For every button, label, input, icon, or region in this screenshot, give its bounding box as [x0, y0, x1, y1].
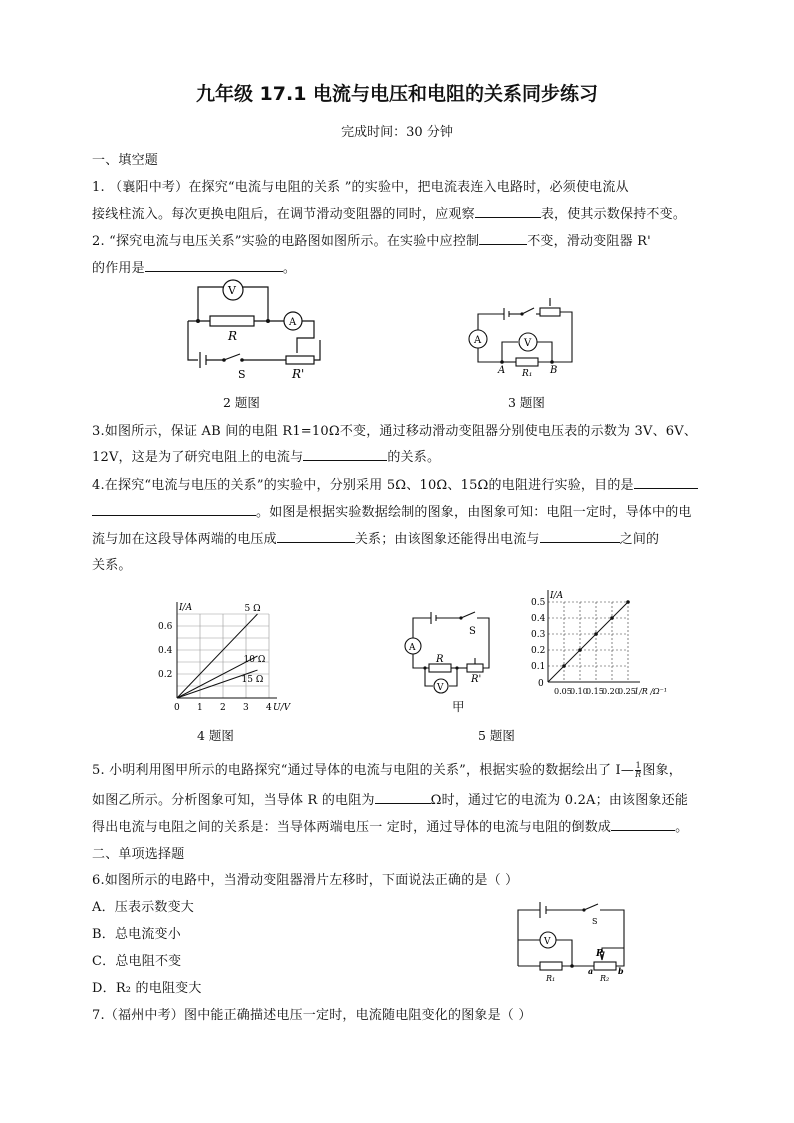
origin-label: 0 [538, 679, 544, 689]
q1-line2: 接线柱流入。每次更换电阻后，在调节滑动变阻器的同时，应观察 表，使其示数保持不变。 [92, 207, 687, 222]
x-tick-label: 0.10 [570, 687, 588, 696]
switch-label: S [238, 368, 246, 381]
x-tick-label: 2 [220, 703, 226, 713]
x-axis-label: 1/R /Ω⁻¹ [634, 687, 668, 696]
q5-fraction: $\frac{1}{R}$ [635, 761, 642, 779]
figure-3-circuit [464, 290, 584, 385]
series-label: 15 Ω [241, 675, 264, 686]
resistor-label: R [436, 654, 444, 665]
q5-line1: 5. 小明利用图甲所示的电路探究“通过导体的电流与电阻的关系”，根据实验的数据绘出了 I— $\frac{1}{R}$ 图象， [92, 761, 682, 779]
data-point [578, 648, 582, 652]
page-title: 九年级 17.1 电流与电压和电阻的关系同步练习 [195, 83, 599, 105]
voltmeter-label: V [544, 937, 551, 947]
q6-option-c[interactable]: C．总电阻不变 [92, 954, 182, 969]
x-tick-label: 4 [266, 703, 272, 713]
point-b-label: B [550, 365, 558, 376]
q6-option-b[interactable]: B．总电流变小 [92, 927, 181, 942]
slider-p-label: P [596, 949, 603, 959]
figure-2-circuit [180, 280, 330, 385]
figure-5-caption: 5 题图 [478, 728, 515, 743]
q1-blank[interactable] [475, 205, 541, 218]
section-single-choice: 二、单项选择题 [92, 847, 185, 862]
y-tick-label: 0.2 [531, 646, 546, 656]
q2-line1: 2. “探究电流与电压关系”实验的电路图如图所示。在实验中应控制 不变，滑动变阻器 R' [92, 234, 651, 249]
figure-5b-chart [526, 586, 676, 710]
series-label: 10 Ω [243, 655, 266, 665]
rheostat-label: R' [471, 674, 482, 685]
completion-time: 完成时间：30 分钟 [341, 125, 453, 140]
y-tick-label: 0.4 [158, 646, 173, 656]
section-fill-blank: 一、填空题 [92, 153, 159, 168]
q6-stem: 6.如图所示的电路中，当滑动变阻器滑片左移时，下面说法正确的是（ ） [92, 873, 519, 888]
q4-blank1a[interactable] [634, 476, 698, 489]
voltmeter-label: V [524, 338, 532, 349]
data-point [610, 616, 614, 620]
y-tick-label: 0.5 [531, 598, 546, 608]
data-point [594, 632, 598, 636]
switch-label: S [592, 917, 598, 926]
point-a-label: A [498, 365, 506, 376]
figure-5a-circuit [403, 604, 498, 694]
q3-line2: 12V，这是为了研究电阻上的电流与 的关系。 [92, 450, 441, 465]
y-axis-label: I/A [550, 591, 564, 601]
series-line [548, 602, 628, 682]
q4-line3: 流与加在这段导体两端的电压成 关系；由该图象还能得出电流与 之间的 [92, 532, 660, 547]
x-tick-label: 0.05 [554, 687, 572, 696]
voltmeter-label: V [437, 683, 444, 693]
data-point [562, 664, 566, 668]
x-tick-label: 0 [174, 703, 180, 713]
x-tick-label: 1 [197, 703, 203, 713]
x-tick-label: 0.20 [602, 687, 620, 696]
x-axis-label: U/V [273, 703, 291, 713]
y-axis-label: I/A [179, 603, 193, 613]
r2-label: R₂ [600, 974, 610, 983]
q2-blank2[interactable] [145, 259, 283, 272]
q2-line2: 的作用是 。 [92, 261, 297, 276]
q3-blank[interactable] [303, 448, 387, 461]
voltmeter-label: V [228, 284, 236, 297]
x-tick-label: 3 [243, 703, 249, 713]
q5-line3: 得出电流与电阻之间的关系是：当导体两端电压一 定时，通过导体的电流与电阻的倒数成 。 [92, 820, 689, 835]
figure-4-caption: 4 题图 [197, 728, 234, 743]
q4-blank1b[interactable] [92, 503, 256, 516]
data-point [626, 600, 630, 604]
q7-stem: 7.（福州中考）图中能正确描述电压一定时，电流随电阻变化的图象是（ ） [92, 1008, 532, 1023]
figure-6-circuit [512, 896, 637, 984]
x-tick-label: 0.15 [586, 687, 604, 696]
series-label: 5 Ω [244, 604, 261, 614]
y-tick-label: 0.2 [158, 670, 173, 680]
x-tick-label: 0.25 [618, 687, 636, 696]
ammeter-label: A [409, 643, 416, 653]
q4-line4: 关系。 [92, 558, 132, 573]
resistor-label: R [228, 329, 238, 343]
switch-label: S [469, 626, 476, 637]
q6-option-a[interactable]: A．压表示数变大 [92, 900, 194, 915]
q4-blank3[interactable] [540, 530, 620, 543]
r1-label: R₁ [546, 974, 556, 983]
figure-2-caption: 2 题图 [223, 395, 260, 410]
end-b-label: b [618, 966, 624, 976]
q4-blank2[interactable] [277, 530, 355, 543]
r1-label: R₁ [522, 369, 533, 379]
q5-line2: 如图乙所示。分析图象可知，当导体 R 的电阻为 Ω时，通过它的电流为 0.2A；由该图象还能 [92, 793, 689, 808]
y-tick-label: 0.6 [158, 622, 173, 632]
q5-blank2[interactable] [611, 818, 675, 831]
q6-option-d[interactable]: D．R₂ 的电阻变大 [92, 981, 202, 996]
q2-blank1[interactable] [479, 232, 527, 245]
q4-line2: 。如图是根据实验数据绘制的图象，由图象可知：电阻一定时，导体中的电 [92, 501, 692, 520]
figure-4-chart [150, 600, 291, 715]
q3-line1: 3.如图所示，保证 AB 间的电阻 R1=10Ω不变，通过移动滑动变阻器分别使电压表的示数为 3V、6V、 [92, 424, 698, 439]
y-tick-label: 0.1 [531, 662, 546, 672]
ammeter-label: A [289, 317, 297, 328]
figure-3-caption: 3 题图 [508, 395, 545, 410]
y-tick-label: 0.3 [531, 630, 546, 640]
ammeter-label: A [474, 335, 482, 346]
q1-line1: 1. （襄阳中考）在探究“电流与电阻的关系 ”的实验中，把电流表连入电路时，必须使电流从 [92, 180, 629, 195]
y-tick-label: 0.4 [531, 614, 546, 624]
figure-5a-label: 甲 [452, 699, 465, 714]
rheostat-label: R' [292, 367, 305, 381]
end-a-label: a [588, 966, 594, 976]
q5-blank1[interactable] [375, 791, 431, 804]
q4-line1: 4.在探究“电流与电压的关系”的实验中，分别采用 5Ω、10Ω、15Ω的电阻进行实验，目的是 [92, 474, 698, 493]
